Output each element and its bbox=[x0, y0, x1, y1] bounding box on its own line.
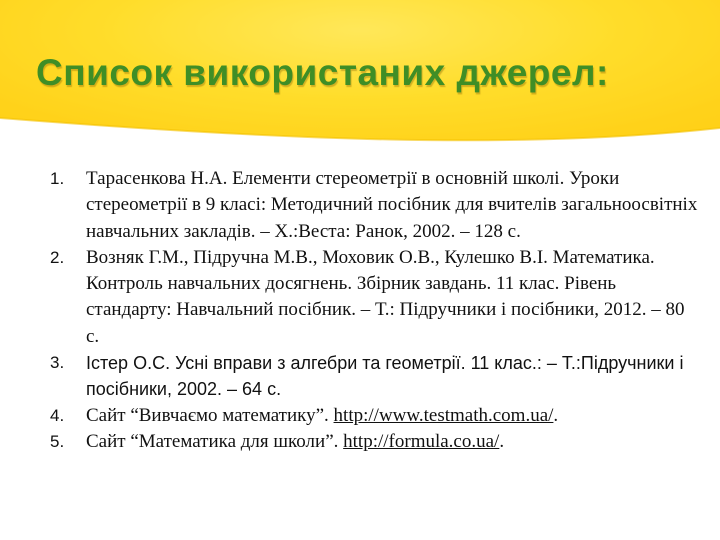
reference-number: 1. bbox=[50, 169, 65, 188]
reference-item bbox=[50, 245, 700, 350]
reference-text: Істер О.С. Усні вправи з алгебри та геометрії. 11 клас.: – Т.:Підручники і посібники, 2002. – 64 с. bbox=[86, 353, 684, 400]
reference-item bbox=[50, 166, 700, 245]
reference-text: Сайт “Математика для школи”. bbox=[86, 430, 344, 452]
reference-list bbox=[50, 166, 700, 455]
reference-text: Сайт “Вивчаємо математику”. bbox=[86, 404, 334, 426]
reference-link[interactable]: http://www.testmath.com.ua/ bbox=[333, 404, 554, 426]
reference-text: Возняк Г.М., Підручна М.В., Моховик О.В., Кулешко В.І. Математика. Контроль навчальних досягнень. Збірник завдань. 11 клас. Рівень стандарту: Навчальний посібник. – Т.: Підручники і посібники, 2012. – 80 с. bbox=[86, 246, 685, 347]
reference-text: Тарасенкова Н.А. Елементи стереометрії в основній школі. Уроки стереометрії в 9 класі: Методичний посібник для вчителів загальноосвітніх навчальних закладів. – Х.:Веста: Ранок, 2002. – 128 с. bbox=[86, 168, 698, 242]
reference-item bbox=[50, 429, 700, 455]
reference-number: 3. bbox=[50, 353, 65, 373]
slide-title: Список використаних джерел: bbox=[36, 52, 609, 93]
reference-number: 4. bbox=[50, 405, 65, 425]
reference-number: 5. bbox=[50, 431, 65, 451]
reference-text-end: . bbox=[499, 430, 505, 452]
reference-link[interactable]: http://formula.co.ua/ bbox=[343, 430, 500, 452]
reference-item bbox=[50, 403, 700, 429]
reference-text-end: . bbox=[553, 404, 559, 426]
reference-number: 2. bbox=[50, 247, 65, 267]
reference-item bbox=[50, 350, 700, 403]
